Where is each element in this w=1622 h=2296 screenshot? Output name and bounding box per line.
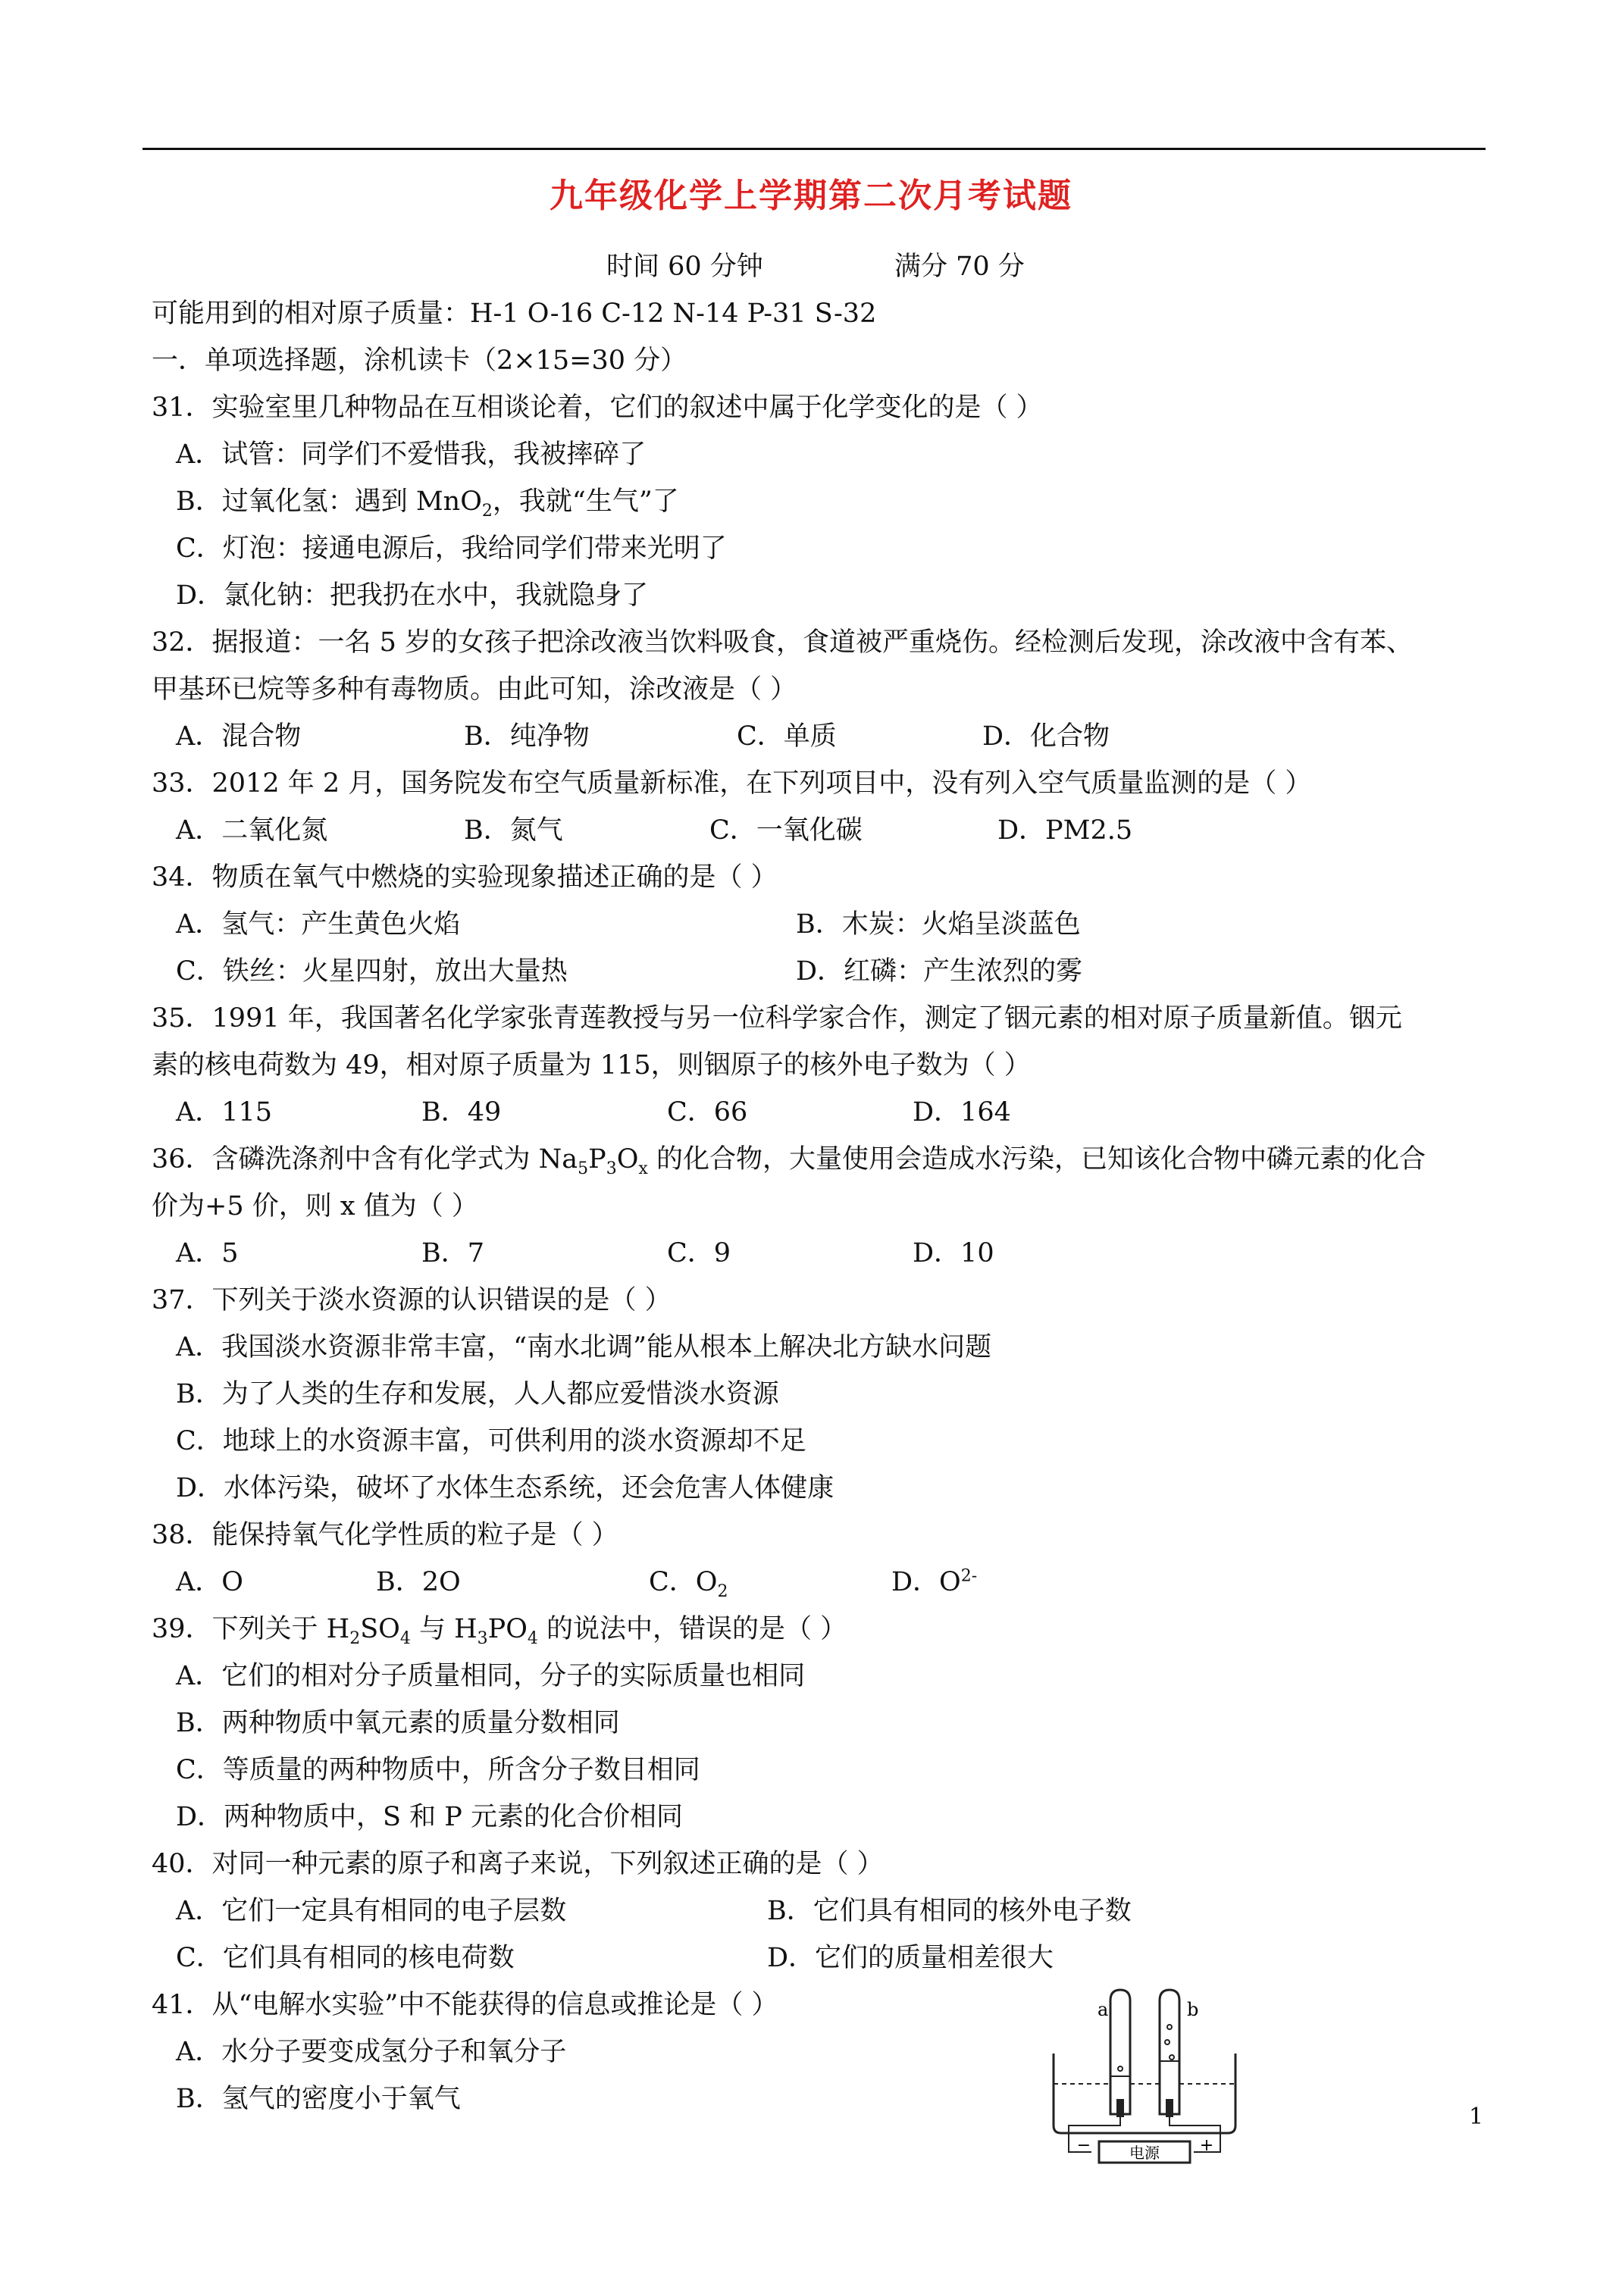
q32-option-a: A．混合物 <box>176 721 302 752</box>
plus-sign: + <box>1199 2136 1214 2155</box>
q31-option-c: C．灯泡：接通电源后，我给同学们带来光明了 <box>176 533 727 564</box>
tube-a-label: a <box>1098 1999 1109 2020</box>
q32-option-c: C．单质 <box>737 721 837 752</box>
question-37: 37．下列关于淡水资源的认识错误的是（ ） <box>152 1285 672 1315</box>
q37-option-a: A．我国淡水资源非常丰富，“南水北调”能从根本上解决北方缺水问题 <box>176 1332 992 1362</box>
question-36-line2: 价为+5 价，则 x 值为（ ） <box>152 1191 478 1222</box>
q35-option-b: B．49 <box>421 1097 502 1128</box>
q33-option-d: D．PM2.5 <box>997 815 1133 846</box>
q36-option-b: B．7 <box>421 1238 484 1268</box>
q35-option-d: D．164 <box>913 1097 1011 1128</box>
tube-b <box>1160 1990 1179 2114</box>
q34-option-a: A．氢气：产生黄色火焰 <box>176 909 461 940</box>
bubble <box>1167 2025 1172 2029</box>
q35-option-a: A．115 <box>176 1097 273 1128</box>
q34-option-c: C．铁丝：火星四射，放出大量热 <box>176 956 568 987</box>
q41-option-b: B．氢气的密度小于氧气 <box>176 2084 461 2114</box>
header-rule <box>142 148 1486 150</box>
minus-sign: − <box>1076 2136 1091 2155</box>
q38-option-d: D．$O^{2-}$ <box>891 1566 978 1597</box>
question-34: 34．物质在氧气中燃烧的实验现象描述正确的是（ ） <box>152 862 778 893</box>
question-41: 41．从“电解水实验”中不能获得的信息或推论是（ ） <box>152 1990 778 2020</box>
question-33: 33．2012 年 2 月，国务院发布空气质量新标准，在下列项目中，没有列入空气质量监测的是（ ） <box>152 768 1312 799</box>
q41-option-a: A．水分子要变成氢分子和氧分子 <box>176 2037 567 2067</box>
q34-option-d: D．红磷：产生浓烈的雾 <box>796 956 1083 987</box>
bubble <box>1118 2066 1123 2071</box>
q36-option-a: A．5 <box>176 1238 239 1268</box>
q40-option-b: B．它们具有相同的核外电子数 <box>767 1896 1132 1926</box>
q39-option-d: D．两种物质中，S 和 P 元素的化合价相同 <box>176 1802 683 1832</box>
q31-option-a: A．试管：同学们不爱惜我，我被摔碎了 <box>176 439 647 470</box>
question-39: 39．下列关于 $H_2SO_4$ 与 $H_3PO_4$ 的说法中，错误的是（ ） <box>152 1614 847 1648</box>
q38-option-b: B．2O <box>376 1567 461 1597</box>
question-35-line2: 素的核电荷数为 49，相对原子质量为 115，则铟原子的核外电子数为（ ） <box>152 1050 1031 1081</box>
bubble <box>1170 2055 1174 2060</box>
atomic-masses: 可能用到的相对原子质量：H-1 O-16 C-12 N-14 P-31 S-32 <box>152 299 877 329</box>
q31-option-d: D．氯化钠：把我扔在水中，我就隐身了 <box>176 580 649 611</box>
q39-option-c: C．等质量的两种物质中，所含分子数目相同 <box>176 1755 700 1785</box>
q39-option-a: A．它们的相对分子质量相同，分子的实际质量也相同 <box>176 1661 806 1691</box>
q40-option-c: C．它们具有相同的核电荷数 <box>176 1943 515 1973</box>
q32-option-b: B．纯净物 <box>464 721 590 752</box>
exam-time: 时间 60 分钟 <box>606 252 763 282</box>
electrode-a <box>1116 2099 1124 2117</box>
q34-option-b: B．木炭：火焰呈淡蓝色 <box>796 909 1081 940</box>
question-35-line1: 35．1991 年，我国著名化学家张青莲教授与另一位科学家合作，测定了铟元素的相对原子质量新值。铟元 <box>152 1003 1402 1034</box>
q35-option-c: C．66 <box>667 1097 748 1128</box>
q38-option-c: C．$O_2$ <box>649 1567 728 1601</box>
q33-option-b: B．氮气 <box>464 815 563 846</box>
power-supply-label: 电源 <box>1129 2144 1160 2162</box>
electrode-b <box>1166 2099 1173 2117</box>
q37-option-b: B．为了人类的生存和发展，人人都应爱惜淡水资源 <box>176 1379 779 1409</box>
question-38: 38．能保持氧气化学性质的粒子是（ ） <box>152 1520 618 1550</box>
q36-option-d: D．10 <box>913 1238 994 1268</box>
water-vessel <box>1054 2054 1235 2133</box>
bubble <box>1165 2040 1170 2044</box>
question-32-line2: 甲基环已烷等多种有毒物质。由此可知，涂改液是（ ） <box>152 674 797 705</box>
question-36-line1: 36．含磷洗涤剂中含有化学式为 $Na_5P_3O_x$ 的化合物，大量使用会造成水污染，已知该化合物中磷元素的化合 <box>152 1144 1426 1178</box>
q32-option-d: D．化合物 <box>982 721 1110 752</box>
question-31: 31．实验室里几种物品在互相谈论着，它们的叙述中属于化学变化的是（ ） <box>152 393 1043 423</box>
q37-option-d: D．水体污染，破坏了水体生态系统，还会危害人体健康 <box>176 1473 834 1503</box>
tube-b-label: b <box>1187 1999 1199 2020</box>
q40-option-a: A．它们一定具有相同的电子层数 <box>176 1896 567 1926</box>
q31-option-b: B．过氧化氢：遇到 MnO$_2$，我就“生气”了 <box>176 486 679 521</box>
page-title: 九年级化学上学期第二次月考试题 <box>550 177 1072 215</box>
question-32-line1: 32．据报道：一名 5 岁的女孩子把涂改液当饮料吸食，食道被严重烧伤。经检测后发现，涂改液中含有苯、 <box>152 627 1414 658</box>
q40-option-d: D．它们的质量相差很大 <box>767 1943 1054 1973</box>
section-heading: 一．单项选择题，涂机读卡（2×15=30 分） <box>152 346 687 376</box>
q38-option-a: A．O <box>176 1567 243 1597</box>
q37-option-c: C．地球上的水资源丰富，可供利用的淡水资源却不足 <box>176 1426 806 1456</box>
page-number: 1 <box>1469 2104 1484 2130</box>
electrolysis-diagram <box>1038 1985 1251 2167</box>
q36-option-c: C．9 <box>667 1238 731 1268</box>
exam-score: 满分 70 分 <box>894 252 1025 282</box>
tube-a <box>1110 1990 1130 2114</box>
q39-option-b: B．两种物质中氧元素的质量分数相同 <box>176 1708 620 1738</box>
q33-option-c: C．一氧化碳 <box>709 815 863 846</box>
q33-option-a: A．二氧化氮 <box>176 815 328 846</box>
question-40: 40．对同一种元素的原子和离子来说，下列叙述正确的是（ ） <box>152 1849 884 1879</box>
